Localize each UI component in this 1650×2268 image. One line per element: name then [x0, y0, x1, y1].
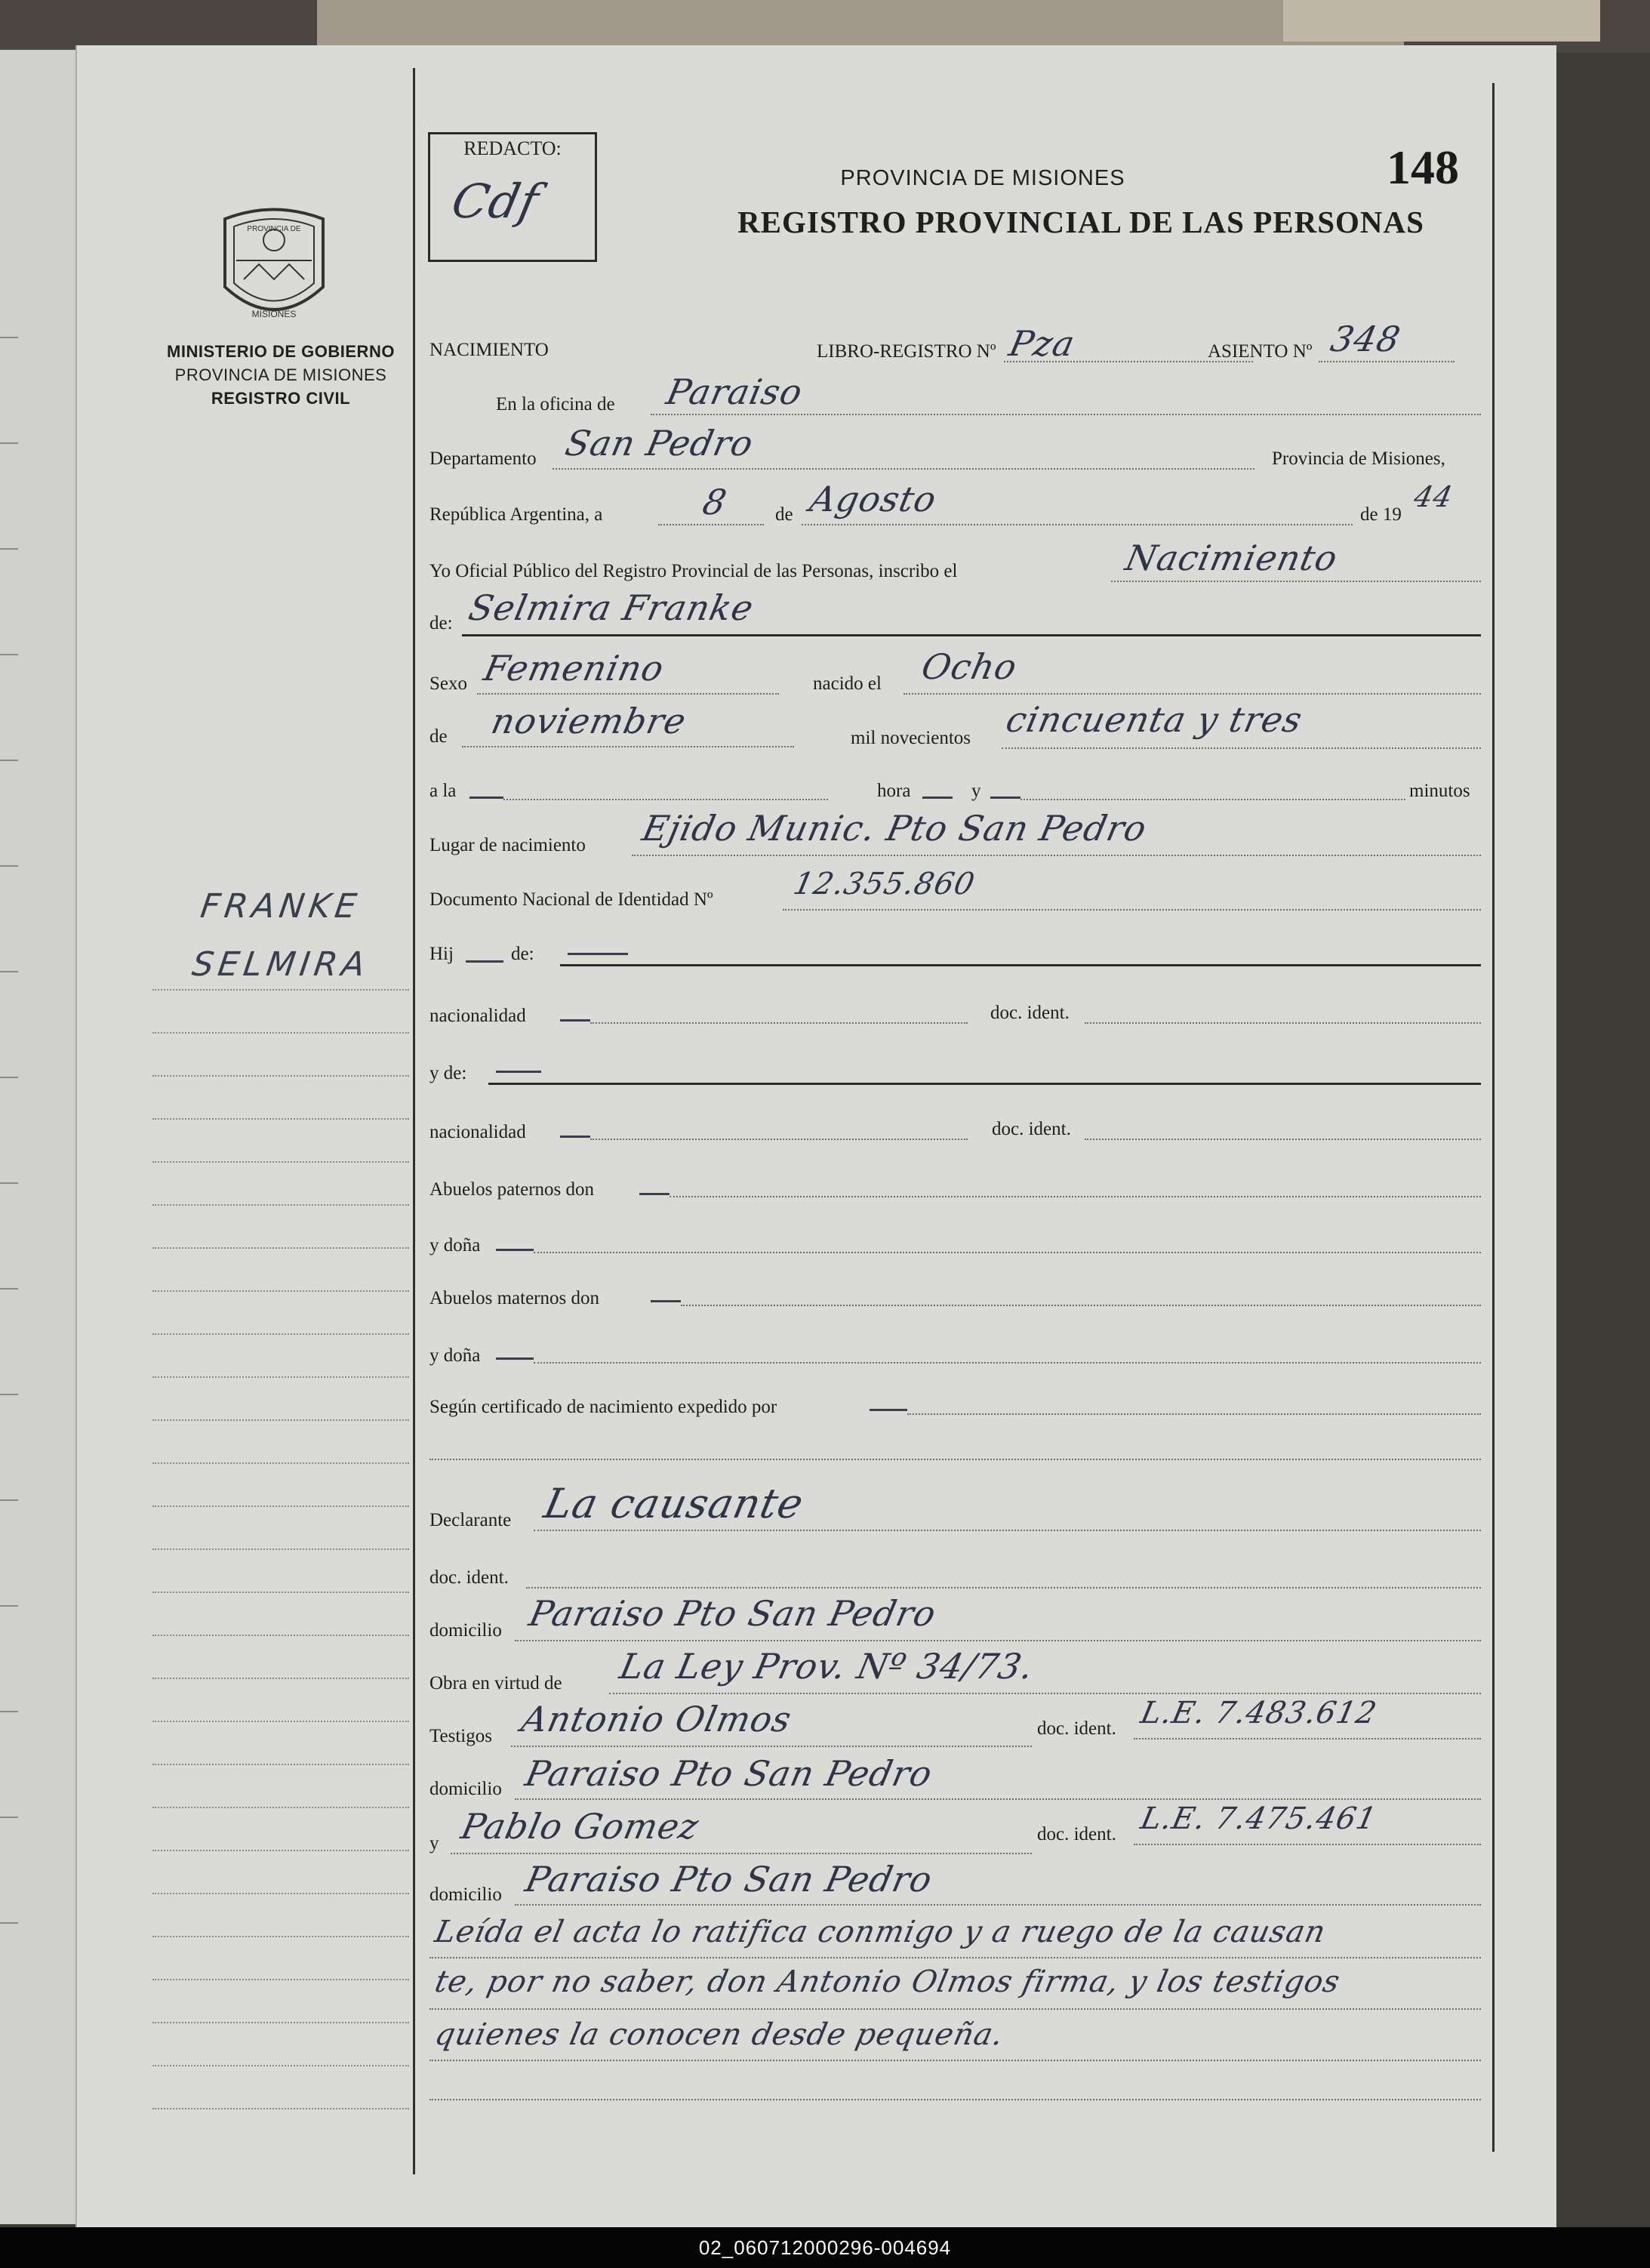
- line-abuelo-paterno: [670, 1196, 1481, 1197]
- entry-dni: 12.355.860: [790, 867, 978, 901]
- label-oficina: En la oficina de: [496, 394, 615, 414]
- image-caption-bar: [0, 2227, 1650, 2268]
- label-abuelos-maternos: Abuelos maternos don: [429, 1288, 599, 1308]
- register-page: [75, 45, 1556, 2227]
- margin-rule: [152, 1290, 409, 1292]
- entry-acto: Nacimiento: [1122, 538, 1342, 578]
- margin-rule: [152, 2022, 409, 2023]
- line-doc-ident: [1085, 1022, 1481, 1024]
- ministry-registry: REGISTRO CIVIL: [211, 389, 351, 408]
- entry-obra: La Ley Prov. Nº 34/73.: [616, 1646, 1038, 1687]
- entry-dia: 8: [699, 482, 731, 522]
- left-rule: [0, 865, 18, 867]
- label-y-dona-materna: y doña: [429, 1345, 481, 1366]
- line-testigo-2: [451, 1853, 1032, 1854]
- label-y: y: [971, 781, 981, 801]
- margin-rule: [152, 1204, 409, 1206]
- line-nacido-el: [903, 693, 1481, 695]
- left-rule: [0, 654, 18, 655]
- label-doc-ident-madre: doc. ident.: [992, 1119, 1071, 1139]
- left-rule: [0, 1922, 18, 1924]
- left-rule: [0, 971, 18, 972]
- margin-rule: [152, 1247, 409, 1249]
- dash-madre: [496, 1071, 541, 1073]
- registry-title: REGISTRO PROVINCIAL DE LAS PERSONAS: [737, 205, 1424, 239]
- margin-given-name: SELMIRA: [189, 945, 372, 984]
- label-obra: Obra en virtud de: [429, 1673, 562, 1693]
- label-y-dona: y doña: [429, 1235, 481, 1256]
- line-obra: [609, 1693, 1481, 1694]
- label-sexo: Sexo: [429, 673, 467, 694]
- margin-rule: [152, 1032, 409, 1034]
- label-y-testigo-2: y: [429, 1833, 439, 1854]
- left-rule: [0, 1499, 18, 1501]
- line-a-la: [503, 799, 828, 800]
- left-rule: [0, 1711, 18, 1712]
- left-page-edge: [0, 50, 75, 2224]
- seal-top-text: PROVINCIA DE: [247, 225, 301, 233]
- entry-testigo-2: Pablo Gomez: [457, 1806, 703, 1847]
- label-de-19: de 19: [1360, 504, 1402, 525]
- line-abuelo-materno: [681, 1305, 1481, 1306]
- entry-mes-nac: noviembre: [488, 701, 691, 741]
- label-nacimiento: NACIMIENTO: [429, 340, 549, 360]
- margin-rule: [152, 1936, 409, 1937]
- image-code: 02_060712000296-004694: [698, 2236, 952, 2259]
- ministry-province: PROVINCIA DE MISIONES: [174, 365, 387, 384]
- entry-domicilio: Paraiso Pto San Pedro: [525, 1593, 940, 1634]
- dash-nacionalidad-madre: [560, 1136, 590, 1138]
- entry-anio-nac: cincuenta y tres: [1002, 699, 1307, 740]
- left-rule: [0, 442, 18, 444]
- label-yo-oficial: Yo Oficial Público del Registro Provincial de las Personas, inscribo el: [429, 561, 958, 581]
- ministry-line: MINISTERIO DE GOBIERNO: [167, 342, 395, 361]
- line-segun-2: [429, 1459, 1481, 1460]
- line-doc-testigo-1: [1134, 1738, 1481, 1740]
- label-hij: Hij: [429, 944, 454, 964]
- margin-rule: [152, 1592, 409, 1593]
- left-rule: [0, 1182, 18, 1184]
- redacto-label: REDACTO:: [463, 137, 562, 159]
- line-observation-4: [429, 2099, 1481, 2100]
- left-rule: [0, 1077, 18, 1078]
- label-abuelos-paternos: Abuelos paternos don: [429, 1179, 595, 1200]
- label-testigos: Testigos: [429, 1726, 492, 1746]
- left-rule: [0, 1394, 18, 1395]
- margin-rule: [152, 1462, 409, 1464]
- line-segun: [907, 1413, 1481, 1415]
- column-divider: [413, 68, 415, 2174]
- entry-testigo-2-domicilio: Paraiso Pto San Pedro: [522, 1859, 937, 1900]
- label-domicilio-testigo-2: domicilio: [429, 1884, 502, 1905]
- label-mil-novecientos: mil novecientos: [851, 728, 971, 748]
- margin-rule: [152, 1548, 409, 1550]
- line-departamento: [553, 468, 1254, 470]
- entry-testigo-1: Antonio Olmos: [518, 1699, 796, 1740]
- line-anio-nac: [1002, 747, 1481, 749]
- margin-rule: [152, 1893, 409, 1894]
- book-edge: [317, 0, 1404, 47]
- label-doc-ident-testigo-1: doc. ident.: [1037, 1718, 1116, 1739]
- label-de: de: [775, 504, 793, 525]
- label-asiento: ASIENTO Nº: [1208, 341, 1313, 362]
- margin-rule: [152, 1118, 409, 1120]
- margin-rule: [152, 1075, 409, 1077]
- left-rule: [0, 337, 18, 338]
- label-doc-ident-testigo-2: doc. ident.: [1037, 1824, 1116, 1844]
- margin-rule: [152, 1161, 409, 1163]
- line-dni: [783, 909, 1481, 911]
- line-doc-ident-madre: [1085, 1139, 1481, 1140]
- entry-testigo-1-domicilio: Paraiso Pto San Pedro: [522, 1753, 937, 1794]
- label-y-de: y de:: [429, 1063, 467, 1083]
- label-nacionalidad: nacionalidad: [429, 1006, 526, 1026]
- label-libro: LIBRO-REGISTRO Nº: [817, 341, 996, 362]
- line-abuela-paterna: [534, 1252, 1481, 1253]
- label-lugar: Lugar de nacimiento: [429, 835, 586, 855]
- margin-rule: [152, 1635, 409, 1636]
- book-edge-light: [1283, 0, 1600, 42]
- margin-rule: [152, 989, 409, 991]
- dash-nacionalidad: [560, 1019, 590, 1022]
- label-republica: República Argentina, a: [429, 504, 603, 525]
- margin-rule: [152, 1979, 409, 1980]
- dash-abuelo-paterno: [639, 1193, 670, 1195]
- margin-rule: [152, 1333, 409, 1335]
- margin-rule: [152, 1505, 409, 1507]
- left-rule: [0, 1817, 18, 1818]
- entry-anio: 44: [1411, 480, 1457, 513]
- dash-hij: [466, 960, 503, 963]
- line-dia: [658, 524, 764, 525]
- margin-rule: [152, 1376, 409, 1378]
- margin-rule: [152, 1850, 409, 1851]
- margin-rule: [152, 2108, 409, 2109]
- label-minutos: minutos: [1409, 781, 1470, 801]
- label-nacionalidad-madre: nacionalidad: [429, 1122, 526, 1142]
- label-domicilio-testigo-1: domicilio: [429, 1779, 502, 1799]
- label-segun: Según certificado de nacimiento expedido por: [429, 1397, 777, 1417]
- label-domicilio: domicilio: [429, 1620, 502, 1641]
- label-declarante: Declarante: [429, 1510, 512, 1530]
- line-doc-testigo-2: [1134, 1844, 1481, 1845]
- margin-surname: FRANKE: [198, 887, 364, 926]
- label-doc-ident-declarante: doc. ident.: [429, 1567, 509, 1588]
- label-dni: Documento Nacional de Identidad Nº: [429, 889, 713, 910]
- dash-padre: [568, 953, 628, 955]
- margin-rule: [152, 1419, 409, 1421]
- line-lugar: [632, 855, 1481, 856]
- line-acto: [1111, 581, 1481, 582]
- line-domicilio-testigo-1: [515, 1798, 1481, 1800]
- entry-testigo-2-doc: L.E. 7.475.461: [1137, 1801, 1381, 1836]
- left-rule: [0, 548, 18, 550]
- redacto-box: [428, 132, 597, 262]
- page-number: 148: [1387, 140, 1459, 194]
- ministry-block: [152, 340, 409, 410]
- province-title: PROVINCIA DE MISIONES: [840, 166, 1125, 190]
- dash-abuela-materna: [496, 1357, 534, 1360]
- line-domicilio: [515, 1640, 1481, 1641]
- label-de-mes: de: [429, 726, 448, 747]
- margin-rule: [152, 1764, 409, 1765]
- observation-line-2: te, por no saber, don Antonio Olmos firma, y los testigos: [432, 1964, 1344, 1999]
- line-nombre: [462, 634, 1481, 636]
- line-minutos: [1020, 799, 1405, 800]
- line-madre: [488, 1083, 1481, 1085]
- entry-nacido-el: Ocho: [918, 646, 1021, 687]
- dash-segun: [870, 1409, 907, 1411]
- seal-bottom-text: MISIONES: [251, 309, 297, 319]
- label-de-padre: de:: [511, 944, 534, 964]
- entry-mes: Agosto: [806, 479, 940, 519]
- line-sexo: [477, 693, 779, 695]
- line-nacionalidad-madre: [590, 1139, 968, 1140]
- line-oficina: [651, 414, 1481, 415]
- left-rule: [0, 1605, 18, 1607]
- label-provincia-misiones: Provincia de Misiones,: [1272, 448, 1445, 469]
- label-doc-ident: doc. ident.: [990, 1003, 1070, 1023]
- left-rule: [0, 760, 18, 761]
- dash-abuelo-materno: [651, 1300, 681, 1302]
- dash-abuela-paterna: [496, 1249, 534, 1251]
- margin-rule: [152, 1807, 409, 1808]
- line-mes: [802, 524, 1353, 525]
- line-abuela-materna: [534, 1362, 1481, 1364]
- line-observation-1: [429, 1957, 1481, 1958]
- dash-minutos: [990, 797, 1020, 799]
- line-asiento: [1319, 361, 1455, 362]
- label-hora: hora: [877, 781, 911, 801]
- redacto-signature: Cdf: [447, 174, 544, 229]
- right-border: [1492, 83, 1495, 2152]
- label-nacido-el: nacido el: [813, 673, 882, 694]
- label-departamento: Departamento: [429, 448, 537, 469]
- entry-declarante: La causante: [540, 1480, 808, 1527]
- entry-lugar: Ejido Munic. Pto San Pedro: [639, 808, 1151, 849]
- line-padre: [560, 964, 1481, 966]
- line-observation-3: [429, 2060, 1481, 2061]
- dash-a-la: [469, 797, 503, 799]
- entry-sexo: Femenino: [480, 648, 668, 689]
- line-doc-ident-declarante: [526, 1587, 1481, 1589]
- margin-rule: [152, 2065, 409, 2066]
- entry-asiento: 348: [1327, 319, 1405, 359]
- line-nacionalidad: [590, 1022, 968, 1024]
- entry-nombre: Selmira Franke: [465, 587, 758, 628]
- provincial-seal-icon: [217, 204, 331, 332]
- left-rule: [0, 1288, 18, 1290]
- margin-column: [77, 45, 413, 2227]
- margin-rule: [152, 1721, 409, 1722]
- entry-libro: Pza: [1005, 323, 1079, 364]
- dash-hora: [922, 797, 953, 799]
- entry-testigo-1-doc: L.E. 7.483.612: [1137, 1696, 1381, 1730]
- label-a-la: a la: [429, 781, 457, 801]
- margin-rule: [152, 1678, 409, 1679]
- label-de-nombre: de:: [429, 613, 453, 633]
- observation-line-1: Leída el acta lo ratifica conmigo y a ruego de la causan: [432, 1915, 1329, 1949]
- entry-oficina: Paraiso: [663, 371, 807, 412]
- line-declarante: [534, 1530, 1481, 1531]
- entry-departamento: San Pedro: [562, 423, 758, 464]
- line-observation-2: [429, 2008, 1481, 2010]
- observation-line-3: quienes la conocen desde pequeña.: [432, 2017, 1008, 2052]
- line-testigo-1: [511, 1746, 1032, 1747]
- line-mes-nac: [462, 746, 794, 747]
- line-domicilio-testigo-2: [515, 1904, 1481, 1906]
